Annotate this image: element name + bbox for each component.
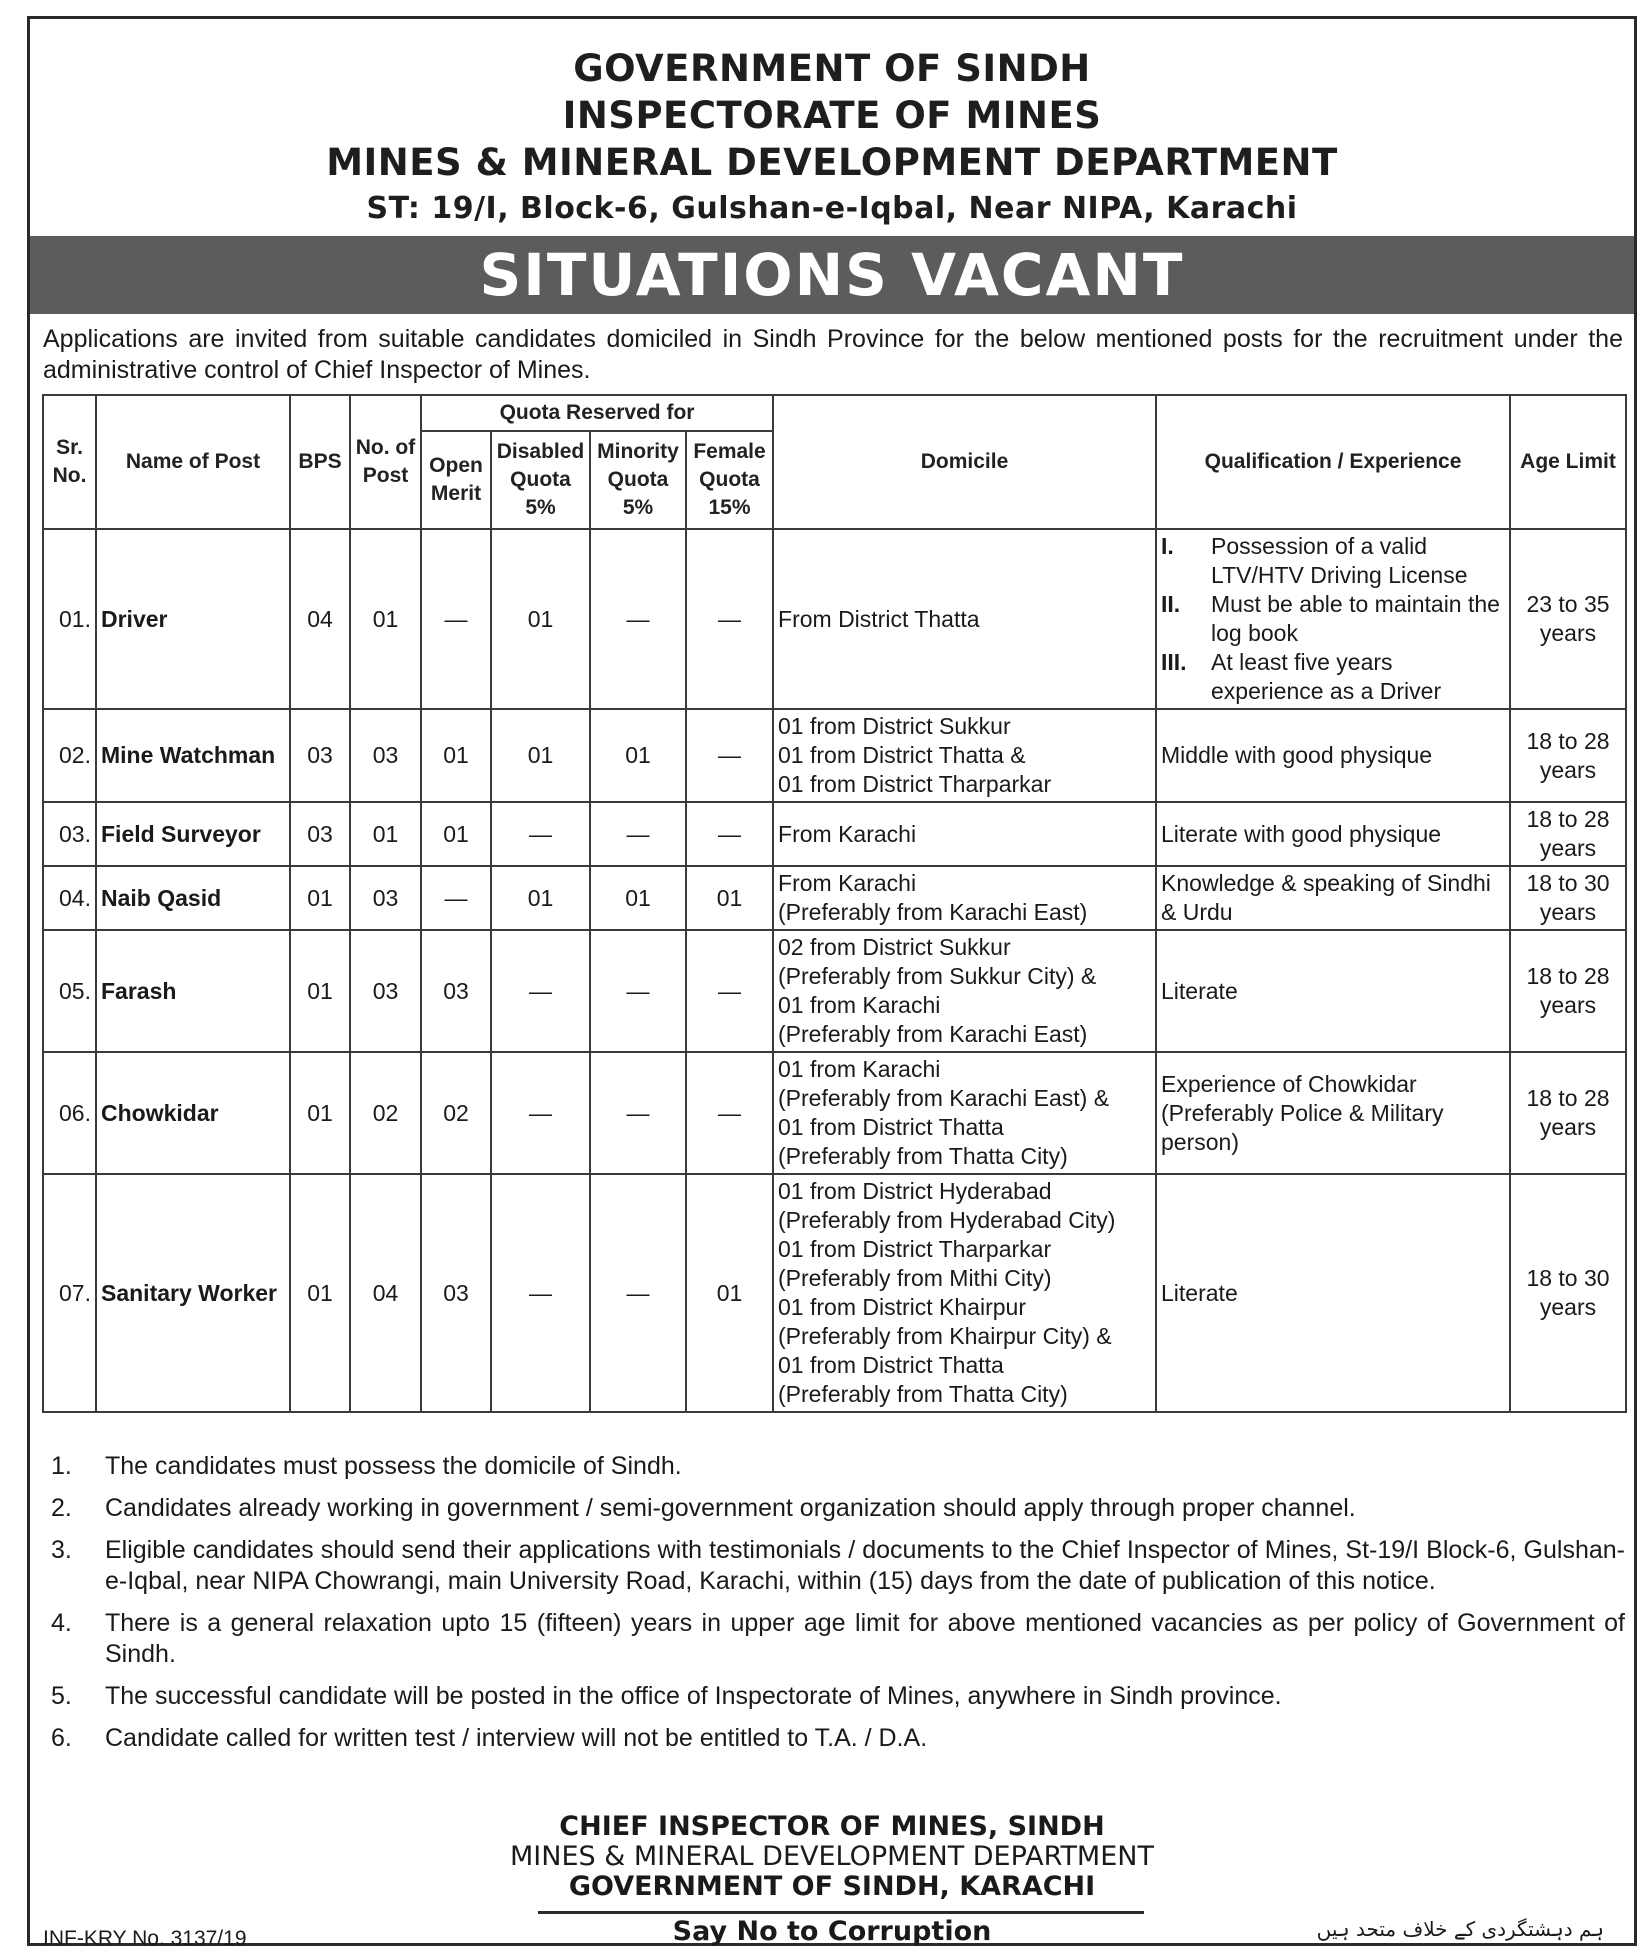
qualification-item [1161, 648, 1505, 706]
domicile-line: 01 from District Thatta & [778, 742, 1026, 768]
domicile-line: From District Thatta [778, 605, 980, 632]
note-text: The successful candidate will be posted in the office of Inspectorate of Mines, anywhere in Sindh province. [105, 1682, 1282, 1710]
cell-domicile [773, 802, 1156, 866]
cell-female-quota: — [686, 529, 773, 709]
cell-minority-quota: — [590, 1174, 686, 1412]
table-row [43, 866, 1626, 930]
table-row [43, 802, 1626, 866]
domicile-line: (Preferably from Sukkur City) & [778, 963, 1097, 989]
domicile-line: (Preferably from Thatta City) [778, 1143, 1068, 1169]
note-text: Eligible candidates should send their applications with testimonials / documents to the Chief Inspector of Mines, St-19/I Block-6, Gulshan-e-Iqbal, near NIPA Chowrangi, main University Road, Karachi, within (15) days from the date of publication of this notice. [105, 1536, 1625, 1595]
cell-open-merit: — [421, 529, 491, 709]
note-text: The candidates must possess the domicile of Sindh. [105, 1452, 682, 1480]
cell-female-quota: — [686, 709, 773, 802]
cell-domicile [773, 930, 1156, 1052]
header-department: MINES & MINERAL DEVELOPMENT DEPARTMENT [326, 141, 1338, 184]
cell-sr: 02. [43, 709, 96, 802]
note-number: 3. [51, 1536, 72, 1564]
qualification-text: Possession of a valid LTV/HTV Driving License [1211, 533, 1468, 588]
note-text: Candidates already working in government / semi-government organization should apply through proper channel. [105, 1494, 1356, 1522]
cell-open-merit: 02 [421, 1052, 491, 1174]
cell-open-merit: 03 [421, 930, 491, 1052]
note-item [43, 1493, 1625, 1524]
cell-qualification: Experience of Chowkidar (Preferably Police & Military person) [1156, 1052, 1510, 1174]
cell-minority-quota: — [590, 802, 686, 866]
cell-post-name: Farash [96, 930, 290, 1052]
domicile-line: 01 from District Thatta [778, 1352, 1004, 1378]
cell-domicile [773, 866, 1156, 930]
domicile-line: 01 from District Sukkur [778, 713, 1011, 739]
cell-bps: 01 [290, 930, 350, 1052]
table-row [43, 529, 1626, 709]
table-row [43, 709, 1626, 802]
col-bps: BPS [290, 395, 350, 529]
cell-open-merit: 03 [421, 1174, 491, 1412]
note-text: There is a general relaxation upto 15 (fifteen) years in upper age limit for above mentioned vacancies as per policy of Government of Sindh. [105, 1609, 1625, 1668]
banner-title: SITUATIONS VACANT [479, 241, 1185, 309]
col-minority: Minority Quota 5% [590, 431, 686, 529]
urdu-slogan: ہم دہشتگردی کے خلاف متحد ہیں [1316, 1917, 1604, 1941]
situations-vacant-banner [30, 236, 1634, 314]
cell-female-quota: — [686, 1052, 773, 1174]
cell-minority-quota: 01 [590, 866, 686, 930]
note-number: 6. [51, 1724, 72, 1752]
note-text: Candidate called for written test / interview will not be entitled to T.A. / D.A. [105, 1724, 928, 1752]
cell-bps: 04 [290, 529, 350, 709]
qualification-item [1161, 590, 1505, 648]
note-number: 4. [51, 1609, 72, 1637]
header-address: ST: 19/I, Block-6, Gulshan-e-Iqbal, Near NIPA, Karachi [366, 191, 1298, 226]
domicile-line: 01 from District Thatta [778, 1114, 1004, 1140]
cell-disabled-quota: — [491, 1174, 590, 1412]
note-number: 5. [51, 1682, 72, 1710]
note-number: 1. [51, 1452, 72, 1480]
qualification-numeral: III. [1161, 649, 1187, 675]
cell-minority-quota: — [590, 1052, 686, 1174]
cell-sr: 04. [43, 866, 96, 930]
cell-female-quota: — [686, 802, 773, 866]
cell-post-name: Mine Watchman [96, 709, 290, 802]
col-no-of-post: No. of Post [350, 395, 421, 529]
col-domicile: Domicile [773, 395, 1156, 529]
col-disabled: Disabled Quota 5% [491, 431, 590, 529]
domicile-line: 01 from District Tharparkar [778, 771, 1052, 797]
domicile-line: From Karachi [778, 870, 917, 896]
col-sr: Sr. No. [43, 395, 96, 529]
qualification-item [1161, 532, 1505, 590]
cell-no-of-post: 04 [350, 1174, 421, 1412]
cell-age-limit: 18 to 30 years [1510, 1174, 1626, 1412]
cell-disabled-quota: — [491, 1052, 590, 1174]
note-item [43, 1723, 1625, 1754]
cell-bps: 03 [290, 802, 350, 866]
domicile-line: (Preferably from Karachi East) [778, 1021, 1088, 1047]
col-age: Age Limit [1510, 395, 1626, 529]
domicile-line: (Preferably from Khairpur City) & [778, 1323, 1112, 1349]
cell-bps: 01 [290, 1174, 350, 1412]
cell-age-limit: 23 to 35 years [1510, 529, 1626, 709]
cell-age-limit: 18 to 28 years [1510, 1052, 1626, 1174]
advertisement-frame [27, 16, 1637, 1950]
intro-paragraph: Applications are invited from suitable candidates domiciled in Sindh Province for the below mentioned posts for the recruitment under the administrative control of Chief Inspector of Mines. [43, 325, 1623, 384]
cell-minority-quota: — [590, 529, 686, 709]
cell-age-limit: 18 to 28 years [1510, 930, 1626, 1052]
notes-list [43, 1451, 1625, 1765]
signature-government: GOVERNMENT OF SINDH, KARACHI [568, 1871, 1096, 1902]
domicile-line: 01 from District Tharparkar [778, 1236, 1052, 1262]
cell-sr: 03. [43, 802, 96, 866]
note-number: 2. [51, 1494, 72, 1522]
note-item [43, 1608, 1625, 1670]
domicile-line: From Karachi [778, 820, 917, 847]
signature-title: CHIEF INSPECTOR OF MINES, SINDH [559, 1811, 1105, 1842]
cell-sr: 05. [43, 930, 96, 1052]
header-inspectorate: INSPECTORATE OF MINES [562, 94, 1102, 137]
cell-no-of-post: 03 [350, 709, 421, 802]
cell-qualification: Literate [1156, 1174, 1510, 1412]
cell-no-of-post: 01 [350, 529, 421, 709]
cell-domicile [773, 529, 1156, 709]
cell-disabled-quota: 01 [491, 866, 590, 930]
signature-divider [538, 1911, 1144, 1914]
cell-disabled-quota: 01 [491, 709, 590, 802]
cell-no-of-post: 02 [350, 1052, 421, 1174]
vacancies-table [42, 394, 1627, 1413]
domicile-line: 02 from District Sukkur [778, 934, 1011, 960]
cell-female-quota: — [686, 930, 773, 1052]
cell-open-merit: — [421, 866, 491, 930]
cell-female-quota: 01 [686, 1174, 773, 1412]
cell-age-limit: 18 to 28 years [1510, 802, 1626, 866]
cell-sr: 07. [43, 1174, 96, 1412]
cell-open-merit: 01 [421, 709, 491, 802]
domicile-line: 01 from Karachi [778, 992, 941, 1018]
domicile-line: 01 from District Khairpur [778, 1294, 1026, 1320]
cell-domicile [773, 1174, 1156, 1412]
qualification-numeral: I. [1161, 533, 1174, 559]
cell-sr: 06. [43, 1052, 96, 1174]
cell-bps: 01 [290, 866, 350, 930]
domicile-line: 01 from Karachi [778, 1056, 941, 1082]
cell-qualification: Middle with good physique [1156, 709, 1510, 802]
cell-post-name: Field Surveyor [96, 802, 290, 866]
reference-number: INF-KRY No. 3137/19 [43, 1927, 247, 1950]
col-female: Female Quota 15% [686, 431, 773, 529]
qualification-numeral: II. [1161, 591, 1181, 617]
table-row [43, 1052, 1626, 1174]
cell-minority-quota: — [590, 930, 686, 1052]
cell-age-limit: 18 to 28 years [1510, 709, 1626, 802]
signature-department: MINES & MINERAL DEVELOPMENT DEPARTMENT [510, 1841, 1154, 1872]
cell-open-merit: 01 [421, 802, 491, 866]
cell-qualification: Literate [1156, 930, 1510, 1052]
cell-disabled-quota: — [491, 802, 590, 866]
cell-post-name: Chowkidar [96, 1052, 290, 1174]
col-open-merit: Open Merit [421, 431, 491, 529]
cell-minority-quota: 01 [590, 709, 686, 802]
note-item [43, 1681, 1625, 1712]
qualification-text: At least five years experience as a Driver [1211, 649, 1442, 704]
cell-bps: 03 [290, 709, 350, 802]
cell-no-of-post: 03 [350, 866, 421, 930]
header-government: GOVERNMENT OF SINDH [573, 47, 1091, 90]
cell-disabled-quota: — [491, 930, 590, 1052]
table-row [43, 1174, 1626, 1412]
cell-post-name: Naib Qasid [96, 866, 290, 930]
cell-no-of-post: 01 [350, 802, 421, 866]
note-item [43, 1535, 1625, 1597]
cell-qualification [1156, 529, 1510, 709]
qualification-text: Must be able to maintain the log book [1211, 591, 1500, 646]
domicile-line: (Preferably from Thatta City) [778, 1381, 1068, 1407]
domicile-line: (Preferably from Hyderabad City) [778, 1207, 1116, 1233]
cell-domicile [773, 709, 1156, 802]
cell-bps: 01 [290, 1052, 350, 1174]
note-item [43, 1451, 1625, 1482]
domicile-line: (Preferably from Mithi City) [778, 1265, 1052, 1291]
domicile-line: (Preferably from Karachi East) [778, 899, 1088, 925]
cell-disabled-quota: 01 [491, 529, 590, 709]
table-row [43, 930, 1626, 1052]
cell-qualification: Literate with good physique [1156, 802, 1510, 866]
col-quota-group: Quota Reserved for [421, 395, 773, 431]
cell-post-name: Sanitary Worker [96, 1174, 290, 1412]
col-qualification: Qualification / Experience [1156, 395, 1510, 529]
col-post: Name of Post [96, 395, 290, 529]
cell-post-name: Driver [96, 529, 290, 709]
table-header-row [43, 395, 1626, 431]
cell-sr: 01. [43, 529, 96, 709]
cell-age-limit: 18 to 30 years [1510, 866, 1626, 930]
domicile-line: (Preferably from Karachi East) & [778, 1085, 1110, 1111]
cell-female-quota: 01 [686, 866, 773, 930]
cell-no-of-post: 03 [350, 930, 421, 1052]
domicile-line: 01 from District Hyderabad [778, 1178, 1052, 1204]
anti-corruption-slogan: Say No to Corruption [672, 1916, 992, 1947]
cell-domicile [773, 1052, 1156, 1174]
cell-qualification: Knowledge & speaking of Sindhi & Urdu [1156, 866, 1510, 930]
